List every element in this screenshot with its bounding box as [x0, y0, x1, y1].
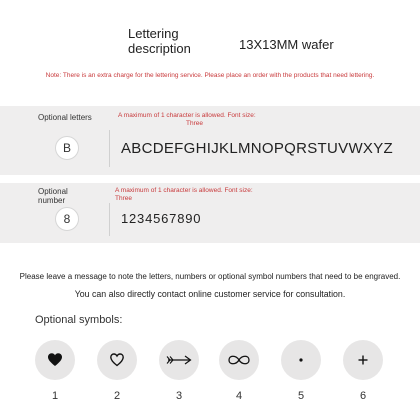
number-charset: 1234567890	[121, 211, 202, 226]
contact-message: You can also directly contact online customer service for consultation.	[74, 289, 346, 299]
divider	[109, 203, 110, 236]
lettering-note: Note: There is an extra charge for the lettering service. Please place an order with the products that need lettering.	[45, 72, 375, 79]
heart-outline-icon	[109, 352, 125, 368]
letters-font-size: Three	[186, 120, 203, 127]
symbol-circle	[219, 340, 259, 380]
symbol-number: 1	[51, 390, 59, 402]
numbers-font-size: Three	[115, 195, 132, 202]
letters-label: Optional letters	[38, 113, 92, 122]
engrave-message: Please leave a message to note the letters, numbers or optional symbol numbers that need to be engraved.	[19, 272, 401, 281]
header	[0, 0, 420, 72]
letter-charset: ABCDEFGHIJKLMNOPQRSTUVWXYZ	[121, 140, 393, 157]
wafer-size: 13X13MM wafer	[239, 37, 334, 52]
symbol-option-2[interactable]	[97, 340, 137, 402]
plus-icon	[357, 354, 369, 366]
numbers-limit-note	[115, 187, 275, 203]
symbol-number: 4	[235, 390, 243, 402]
symbols-row	[0, 340, 420, 420]
symbol-option-1[interactable]	[35, 340, 75, 402]
symbols-title: Optional symbols:	[35, 314, 123, 326]
symbol-option-3[interactable]	[159, 340, 199, 402]
letter-sample-badge: B	[55, 136, 79, 160]
symbol-circle	[97, 340, 137, 380]
numbers-panel	[0, 183, 420, 243]
symbol-circle	[35, 340, 75, 380]
numbers-label: Optional number	[38, 187, 68, 205]
symbol-number: 2	[113, 390, 121, 402]
letters-limit-text: A maximum of 1 character is allowed. Font size:	[118, 112, 256, 119]
symbol-number: 6	[359, 390, 367, 402]
symbol-number: 3	[175, 390, 183, 402]
numbers-limit-text: A maximum of 1 character is allowed. Font size:	[115, 187, 253, 194]
dot-icon	[297, 356, 305, 364]
symbol-circle	[281, 340, 321, 380]
symbol-circle	[343, 340, 383, 380]
symbol-circle	[159, 340, 199, 380]
page-title: Lettering description	[128, 26, 191, 56]
infinity-icon	[226, 353, 252, 367]
heart-filled-icon	[47, 352, 63, 368]
symbol-option-6[interactable]	[343, 340, 383, 402]
symbol-option-4[interactable]	[219, 340, 259, 402]
divider	[109, 130, 110, 167]
arrow-icon	[165, 354, 193, 366]
symbol-option-5[interactable]	[281, 340, 321, 402]
symbol-number: 5	[297, 390, 305, 402]
letters-limit-note	[118, 112, 278, 128]
letters-panel	[0, 106, 420, 175]
number-sample-badge: 8	[55, 207, 79, 231]
